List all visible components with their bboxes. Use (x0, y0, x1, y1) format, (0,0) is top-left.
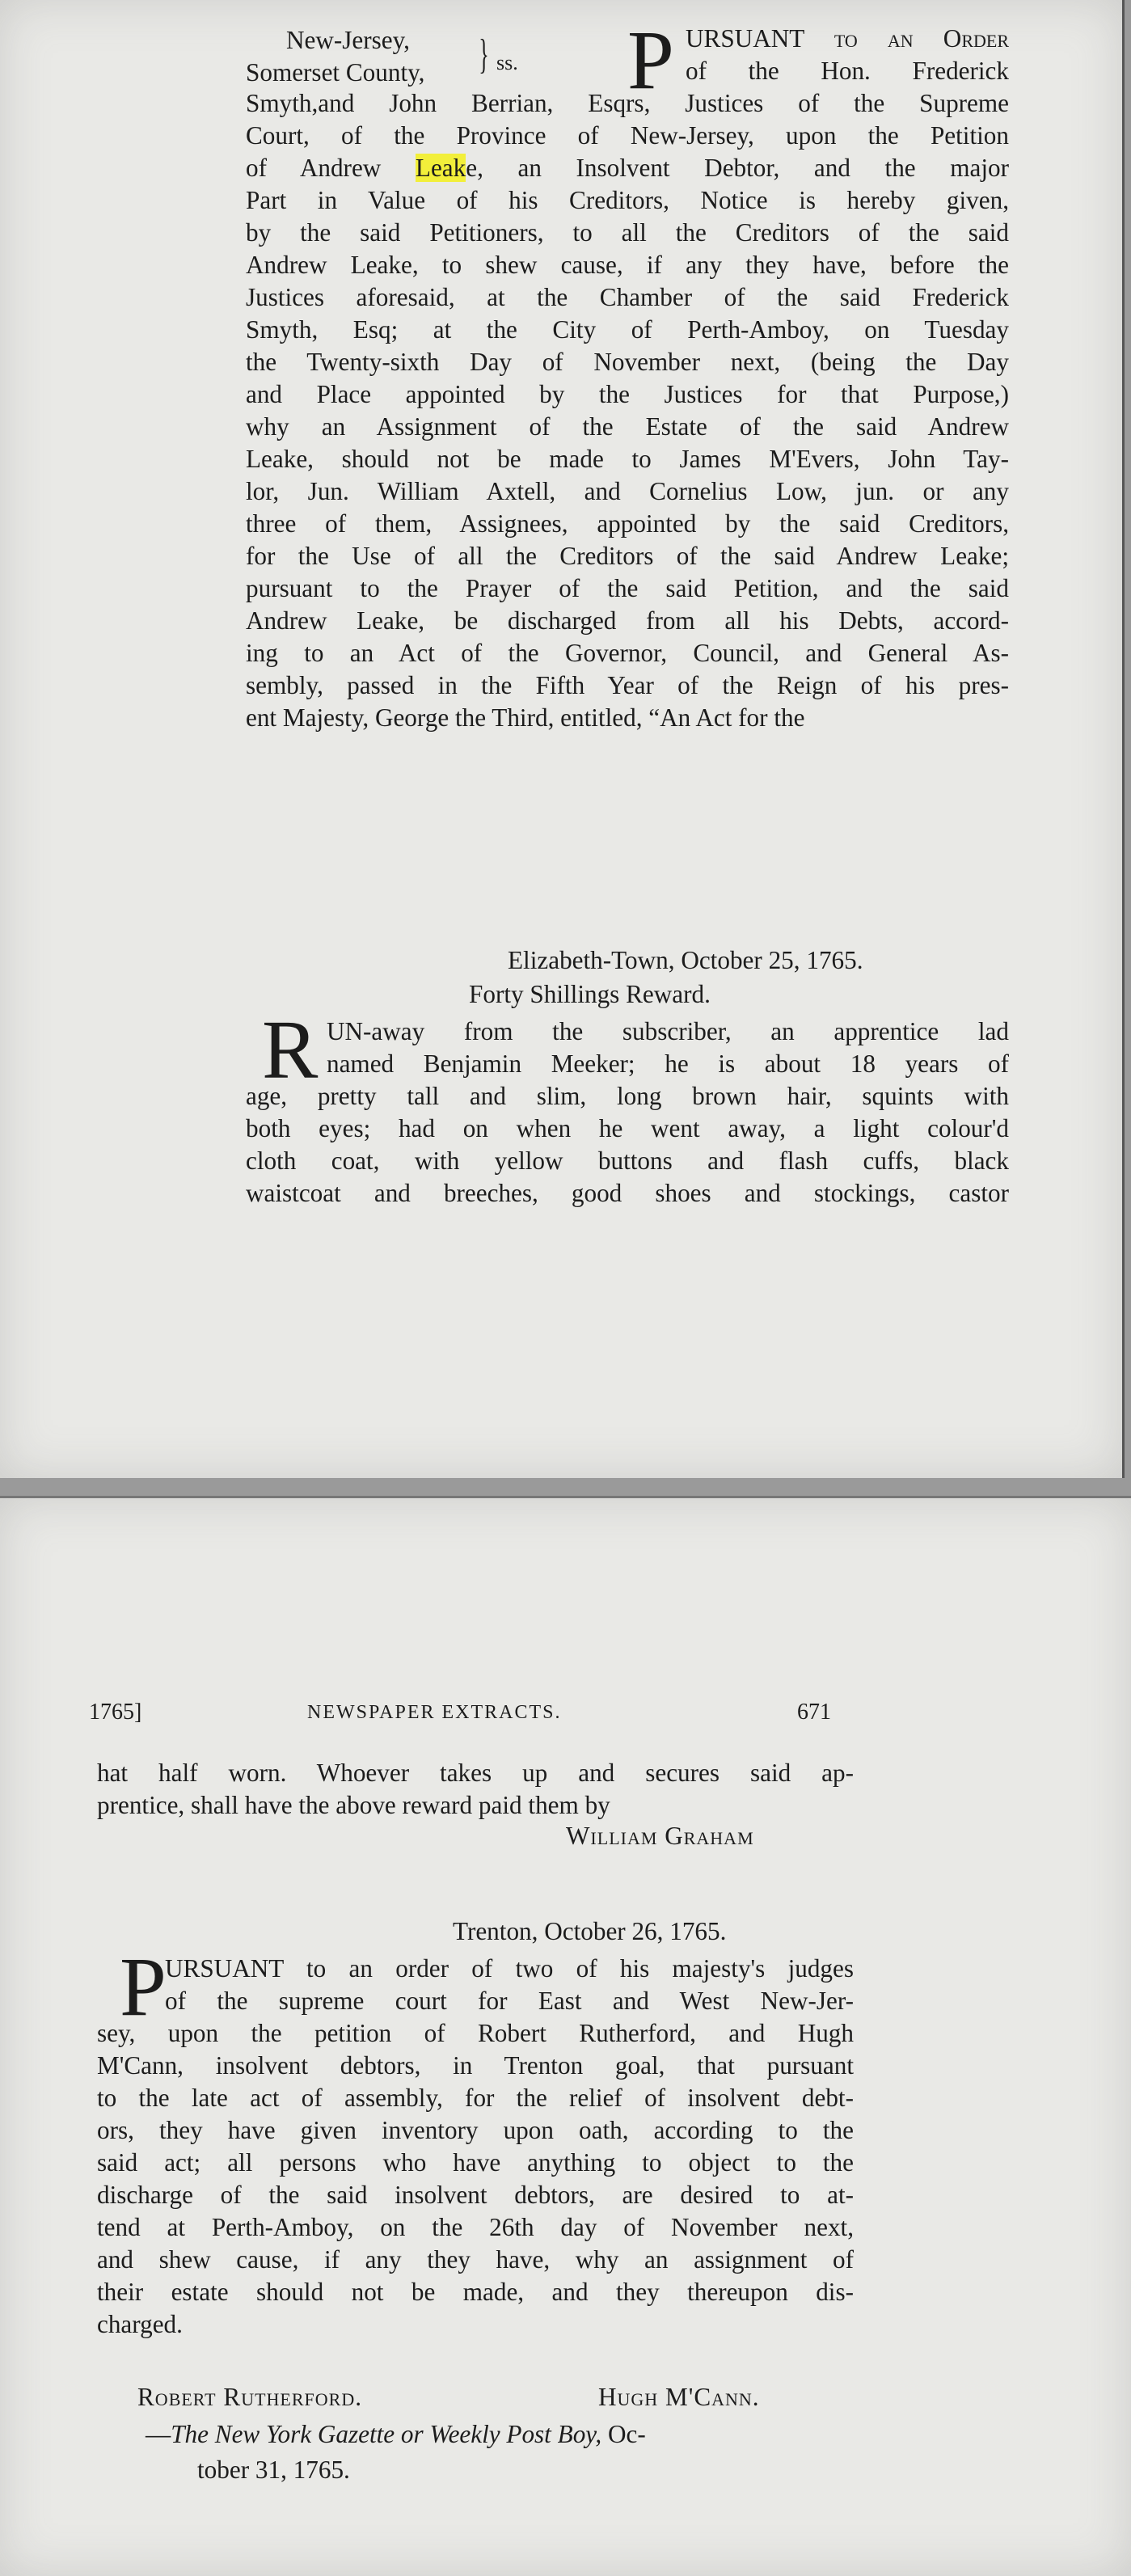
header-page-number: 671 (797, 1700, 831, 1725)
text-line: of the Hon. Frederick (686, 57, 1009, 85)
dropcap-r: R (262, 1003, 319, 1096)
text-line: UN-away from the subscriber, an apprentice lad (327, 1017, 1009, 1045)
search-highlight: Leak (415, 154, 466, 182)
text-line: lor, Jun. William Axtell, and Cornelius Low, jun. or any (246, 477, 1009, 505)
text-line: ent Majesty, George the Third, entitled, “An Act for the (246, 703, 805, 732)
text-line: M'Cann, insolvent debtors, in Trenton goal, that pursuant (97, 2051, 854, 2080)
text-line: hat half worn. Whoever takes up and secures said ap- (97, 1759, 854, 1787)
brace-glyph: } (479, 32, 489, 78)
text-line: Andrew Leake, to shew cause, if any they have, before the (246, 251, 1009, 279)
venue-caption (246, 24, 521, 89)
venue-state: New-Jersey, (286, 26, 410, 54)
text-line: said act; all persons who have anything to object to the (97, 2148, 854, 2177)
text-line: both eyes; had on when he went away, a light colour'd (246, 1114, 1009, 1142)
text-line: Smyth,and John Berrian, Esqrs, Justices of the Supreme (246, 89, 1009, 117)
signatory-mccann: Hugh M'Cann. (598, 2383, 760, 2411)
text-line: and shew cause, if any they have, why an assignment of (97, 2245, 854, 2274)
venue-ss: ss. (496, 51, 518, 74)
text-line: age, pretty tall and slim, long brown hair, squints with (246, 1082, 1009, 1110)
text-line: ing to an Act of the Governor, Council, and General As- (246, 639, 1009, 667)
text-line: by the said Petitioners, to all the Creditors of the said (246, 218, 1009, 247)
notice2-dateline: Elizabeth-Town, October 25, 1765. (508, 946, 863, 974)
notice3-first-lines (165, 1953, 854, 2017)
notice1-first-lines (686, 23, 1009, 87)
text-line: discharge of the said insolvent debtors, are desired to at- (97, 2181, 854, 2209)
text-line: Andrew Leake, be discharged from all his Debts, accord- (246, 606, 1009, 635)
continuation-text (97, 1757, 854, 1822)
text-line: Court, of the Province of New-Jersey, upon the Petition (246, 121, 1009, 150)
dropcap-p: P (120, 1940, 167, 2033)
text-line: URSUANT to an Order (686, 24, 1009, 53)
text-line: tend at Perth-Amboy, on the 26th day of November next, (97, 2213, 854, 2241)
text-line: Leake, should not be made to James M'Evers, John Tay- (246, 445, 1009, 473)
notice2-reward-heading: Forty Shillings Reward. (469, 980, 711, 1008)
text-line: why an Assignment of the Estate of the said Andrew (246, 412, 1009, 441)
citation-title: The New York Gazette or Weekly Post Boy, (171, 2420, 602, 2448)
text-line: sembly, passed in the Fifth Year of the Reign of his pres- (246, 671, 1009, 699)
signatory-rutherford: Robert Rutherford. (137, 2383, 362, 2411)
text-line: of the supreme court for East and West New-Jer- (165, 1987, 854, 2015)
running-header (89, 1696, 841, 1729)
text-line: their estate should not be made, and they thereupon dis- (97, 2278, 854, 2306)
citation-date-end: tober 31, 1765. (197, 2456, 350, 2484)
notice3-dateline: Trenton, October 26, 1765. (453, 1917, 727, 1945)
text-line: named Benjamin Meeker; he is about 18 years of (327, 1049, 1009, 1078)
text-line: prentice, shall have the above reward paid them by (97, 1791, 610, 1819)
notice3-body (97, 2017, 854, 2341)
citation-date-start: Oc- (601, 2420, 646, 2448)
text-line: three of them, Assignees, appointed by the said Creditors, (246, 509, 1009, 538)
citation-dash: — (146, 2420, 171, 2448)
highlighted-line (246, 152, 1009, 184)
text-fragment: e, an Insolvent Debtor, and the major (466, 154, 1009, 182)
text-line: Justices aforesaid, at the Chamber of the said Frederick (246, 283, 1009, 311)
text-line: URSUANT to an order of two of his majesty's judges (165, 1954, 854, 1983)
text-line: cloth coat, with yellow buttons and flash cuffs, black (246, 1147, 1009, 1175)
source-citation (146, 2420, 857, 2449)
text-line: sey, upon the petition of Robert Rutherford, and Hugh (97, 2019, 854, 2047)
text-line: pursuant to the Prayer of the said Petition, and the said (246, 574, 1009, 602)
text-line: to the late act of assembly, for the relief of insolvent debt- (97, 2084, 854, 2112)
text-line: Part in Value of his Creditors, Notice is hereby given, (246, 186, 1009, 214)
text-fragment: of Andrew (246, 154, 416, 182)
text-line: charged. (97, 2310, 183, 2338)
text-line: for the Use of all the Creditors of the said Andrew Leake; (246, 542, 1009, 570)
notice1-body (246, 87, 1009, 734)
venue-county: Somerset County, (246, 58, 425, 87)
notice2-first-lines (327, 1016, 1009, 1080)
text-line: and Place appointed by the Justices for that Purpose,) (246, 380, 1009, 408)
signature-graham: William Graham (566, 1822, 754, 1850)
header-year: 1765] (89, 1700, 142, 1725)
text-line: the Twenty-sixth Day of November next, (being the Day (246, 348, 1009, 376)
text-line: ors, they have given inventory upon oath, according to the (97, 2116, 854, 2144)
text-line: Smyth, Esq; at the City of Perth-Amboy, on Tuesday (246, 315, 1009, 344)
notice2-body (246, 1080, 1009, 1210)
header-title: NEWSPAPER EXTRACTS. (307, 1702, 562, 1723)
text-line: waistcoat and breeches, good shoes and stockings, castor (246, 1179, 1009, 1207)
scan-page-2 (0, 1496, 1131, 2576)
dropcap-p: P (627, 14, 674, 107)
